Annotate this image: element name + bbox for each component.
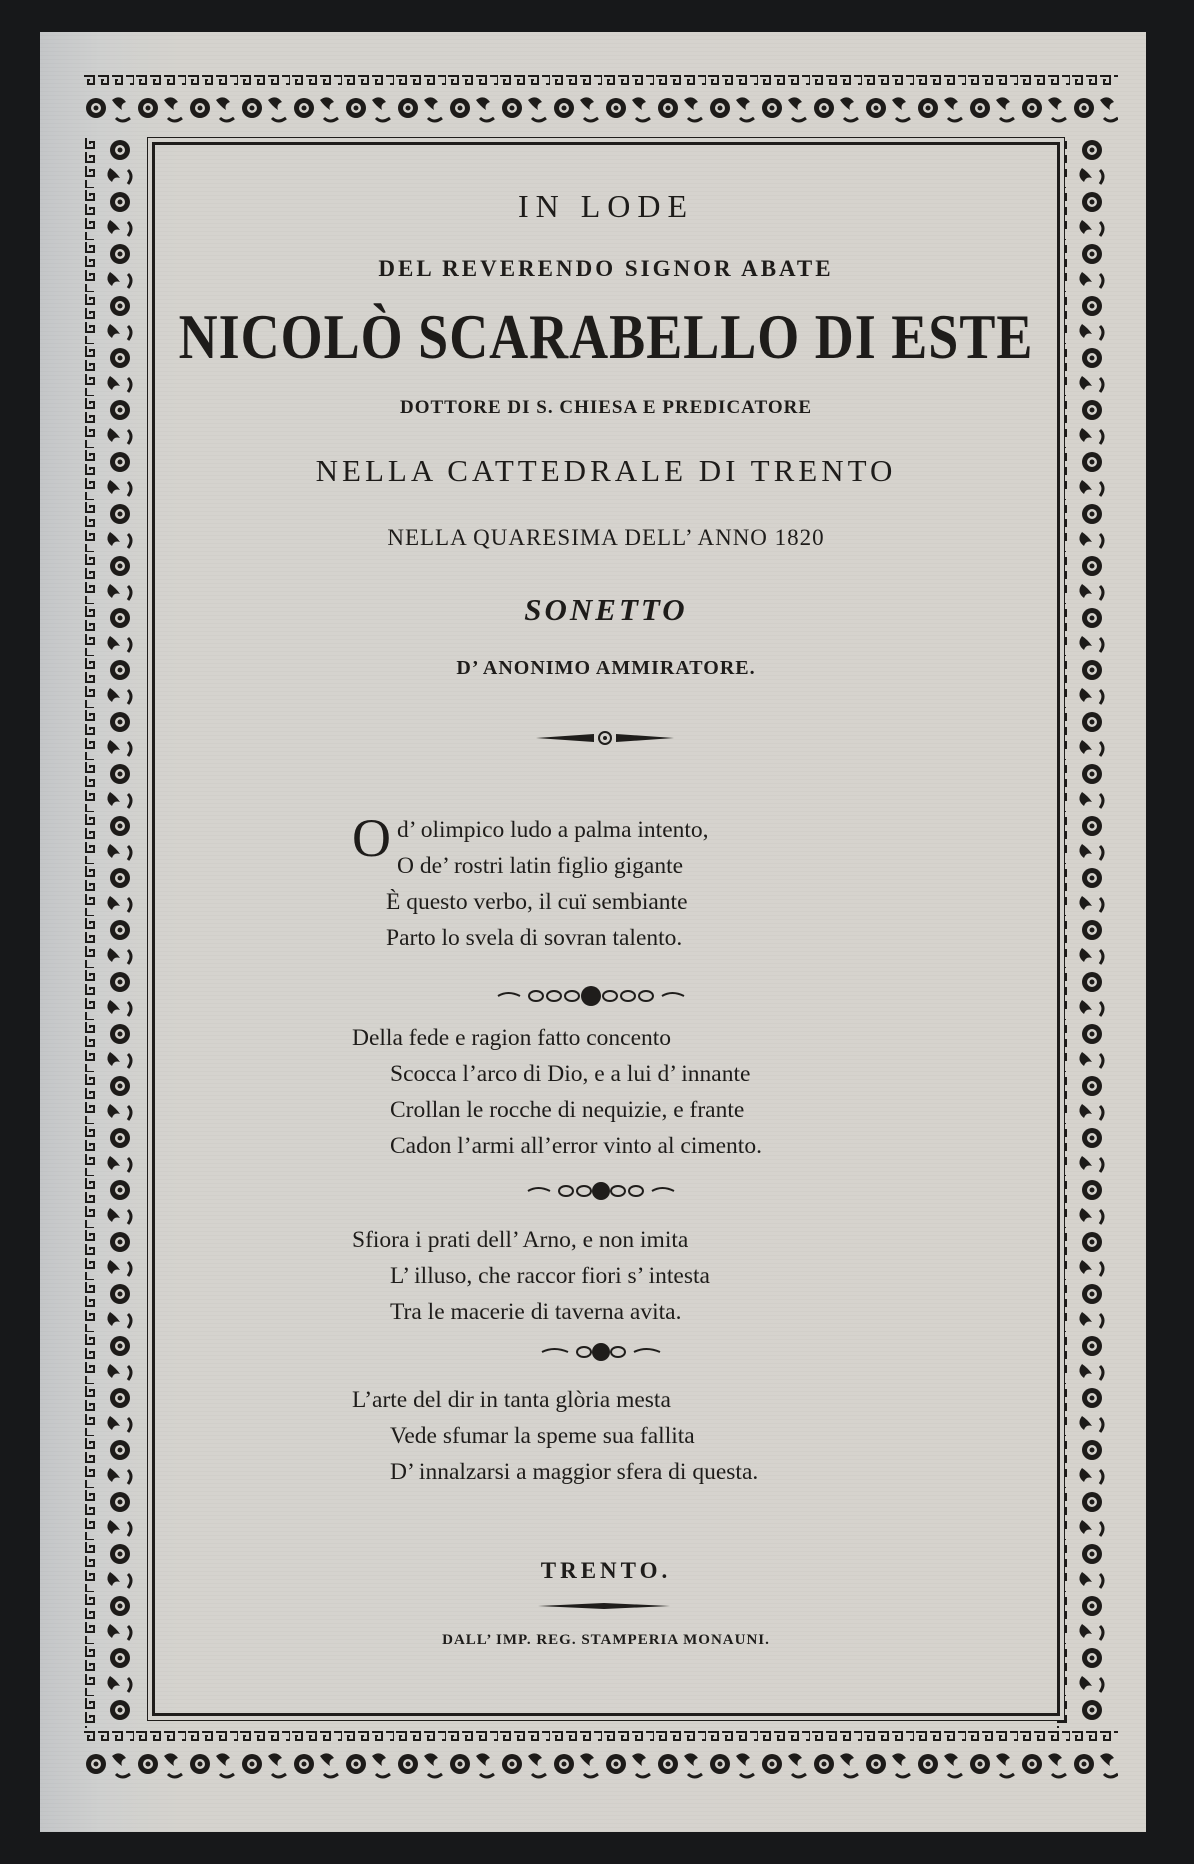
verse-line: Crollan le rocche di nequizie, e frante [390, 1097, 745, 1123]
honoree-role: DOTTORE DI S. CHIESA E PREDICATORE [400, 397, 812, 418]
honoree-name: NICOLÒ SCARABELLO DI ESTE [178, 301, 1034, 373]
border-right-ornament [1054, 136, 1118, 1728]
border-left-ornament [82, 136, 146, 1728]
verse-line: L’ illuso, che raccor fiori s’ intesta [390, 1263, 710, 1289]
stanza-3 [352, 1222, 912, 1330]
occasion-line: NELLA QUARESIMA DELL’ ANNO 1820 [387, 525, 825, 550]
verse-line: Parto lo svela di sovran talento. [386, 925, 683, 951]
verse-line: D’ innalzarsi a maggior sfera di questa. [390, 1459, 759, 1485]
title-ornament [534, 728, 676, 748]
border-top-ornament [82, 72, 1118, 136]
heading-in-lode: IN LODE [517, 188, 695, 224]
stanza-divider-ornament [496, 984, 686, 1008]
verse-line: Vede sfumar la speme sua fallita [390, 1423, 695, 1449]
printer-imprint: DALL’ IMP. REG. STAMPERIA MONAUNI. [442, 1632, 770, 1648]
verse-line: Tra le macerie di taverna avita. [390, 1299, 682, 1325]
genre-title: SONETTO [524, 592, 688, 627]
stanza-divider-ornament [526, 1180, 676, 1202]
cathedral-line: NELLA CATTEDRALE DI TRENTO [315, 453, 897, 488]
verse-line: Della fede e ragion fatto concento [352, 1025, 672, 1051]
verse-line: L’arte del dir in tanta glòria mesta [352, 1387, 671, 1413]
stanza-divider-ornament [540, 1342, 662, 1362]
verse-line: Scocca l’arco di Dio, e a lui d’ innante [390, 1061, 751, 1087]
stanza-2 [352, 1020, 912, 1164]
verse-line: O de’ rostri latin figlio gigante [397, 853, 684, 879]
city-imprint: TRENTO. [540, 1558, 672, 1583]
verse-line: d’ olimpico ludo a palma intento, [397, 817, 709, 843]
verse-line: È questo verbo, il cuï sembiante [386, 889, 688, 915]
stanza-1 [352, 808, 912, 956]
imprint-rule [536, 1602, 672, 1610]
author-line: D’ ANONIMO AMMIRATORE. [456, 657, 756, 679]
verse-line: Cadon l’armi all’error vinto al cimento. [390, 1133, 762, 1159]
stanza-4 [352, 1382, 912, 1490]
drop-cap: O [352, 808, 391, 868]
verse-line: Sfiora i prati dell’ Arno, e non imita [352, 1227, 689, 1253]
heading-reverendo: DEL REVERENDO SIGNOR ABATE [378, 256, 834, 281]
border-bottom-ornament [82, 1728, 1118, 1792]
